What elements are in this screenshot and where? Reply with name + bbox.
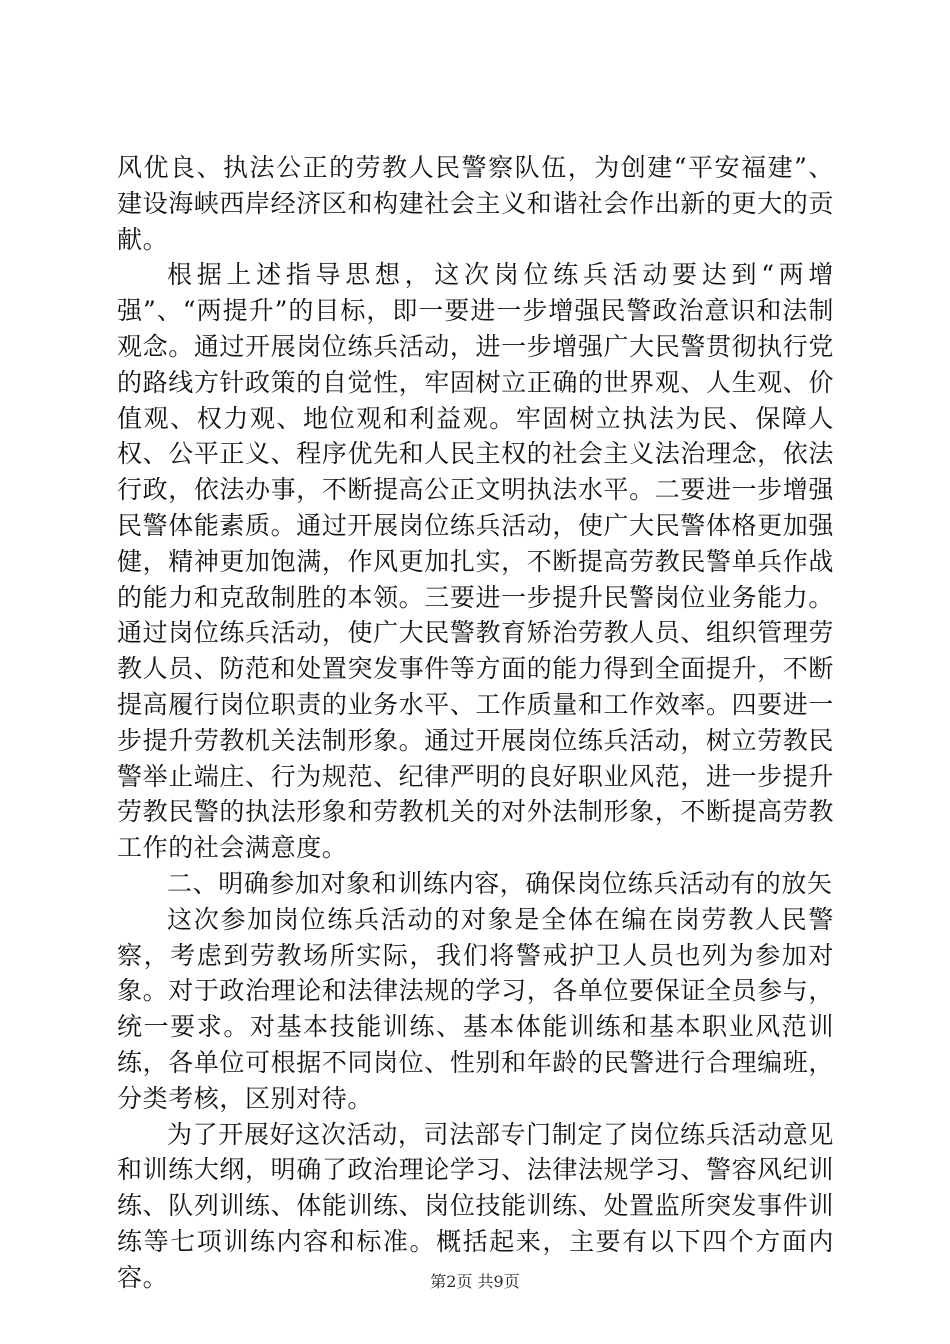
- page-number: 第2页 共9页: [430, 1272, 520, 1291]
- paragraph-continuation: 风优良、执法公正的劳教人民警察队伍，为创建“平安福建”、建设海峡西岸经济区和构建社会主义和谐社会作出新的更大的贡献。: [117, 153, 834, 254]
- body-text: [117, 150, 834, 1296]
- paragraph-participants: 这次参加岗位练兵活动的对象是全体在编在岗劳教人民警察，考虑到劳教场所实际，我们将警戒护卫人员也列为参加对象。对于政治理论和法律法规的学习，各单位要保证全员参与，统一要求。对基本技能训练、基本体能训练和基本职业风范训练，各单位可根据不同岗位、性别和年龄的民警进行合理编班，分类考核，区别对待。: [117, 904, 834, 1113]
- paragraph-training-content: 为了开展好这次活动，司法部专门制定了岗位练兵活动意见和训练大纲，明确了政治理论学习、法律法规学习、警容风纪训练、队列训练、体能训练、岗位技能训练、处置监所突发事件训练等七项训练内容和标准。概括起来，主要有以下四个方面内容。: [117, 1119, 834, 1292]
- section-heading: 二、明确参加对象和训练内容，确保岗位练兵活动有的放矢: [167, 868, 833, 898]
- paragraph-goals: 根据上述指导思想，这次岗位练兵活动要达到“两增强”、“两提升”的目标，即一要进一步增强民警政治意识和法制观念。通过开展岗位练兵活动，进一步增强广大民警贯彻执行党的路线方针政策的自觉性，牢固树立正确的世界观、人生观、价值观、权力观、地位观和利益观。牢固树立执法为民、保障人权、公平正义、程序优先和人民主权的社会主义法治理念，依法行政，依法办事，不断提高公正文明执法水平。二要进一步增强民警体能素质。通过开展岗位练兵活动，使广大民警体格更加强健，精神更加饱满，作风更加扎实，不断提高劳教民警单兵作战的能力和克敌制胜的本领。三要进一步提升民警岗位业务能力。通过岗位练兵活动，使广大民警教育矫治劳教人员、组织管理劳教人员、防范和处置突发事件等方面的能力得到全面提升，不断提高履行岗位职责的业务水平、工作质量和工作效率。四要进一步提升劳教机关法制形象。通过开展岗位练兵活动，树立劳教民警举止端庄、行为规范、纪律严明的良好职业风范，进一步提升劳教民警的执法形象和劳教机关的对外法制形象，不断提高劳教工作的社会满意度。: [117, 260, 834, 863]
